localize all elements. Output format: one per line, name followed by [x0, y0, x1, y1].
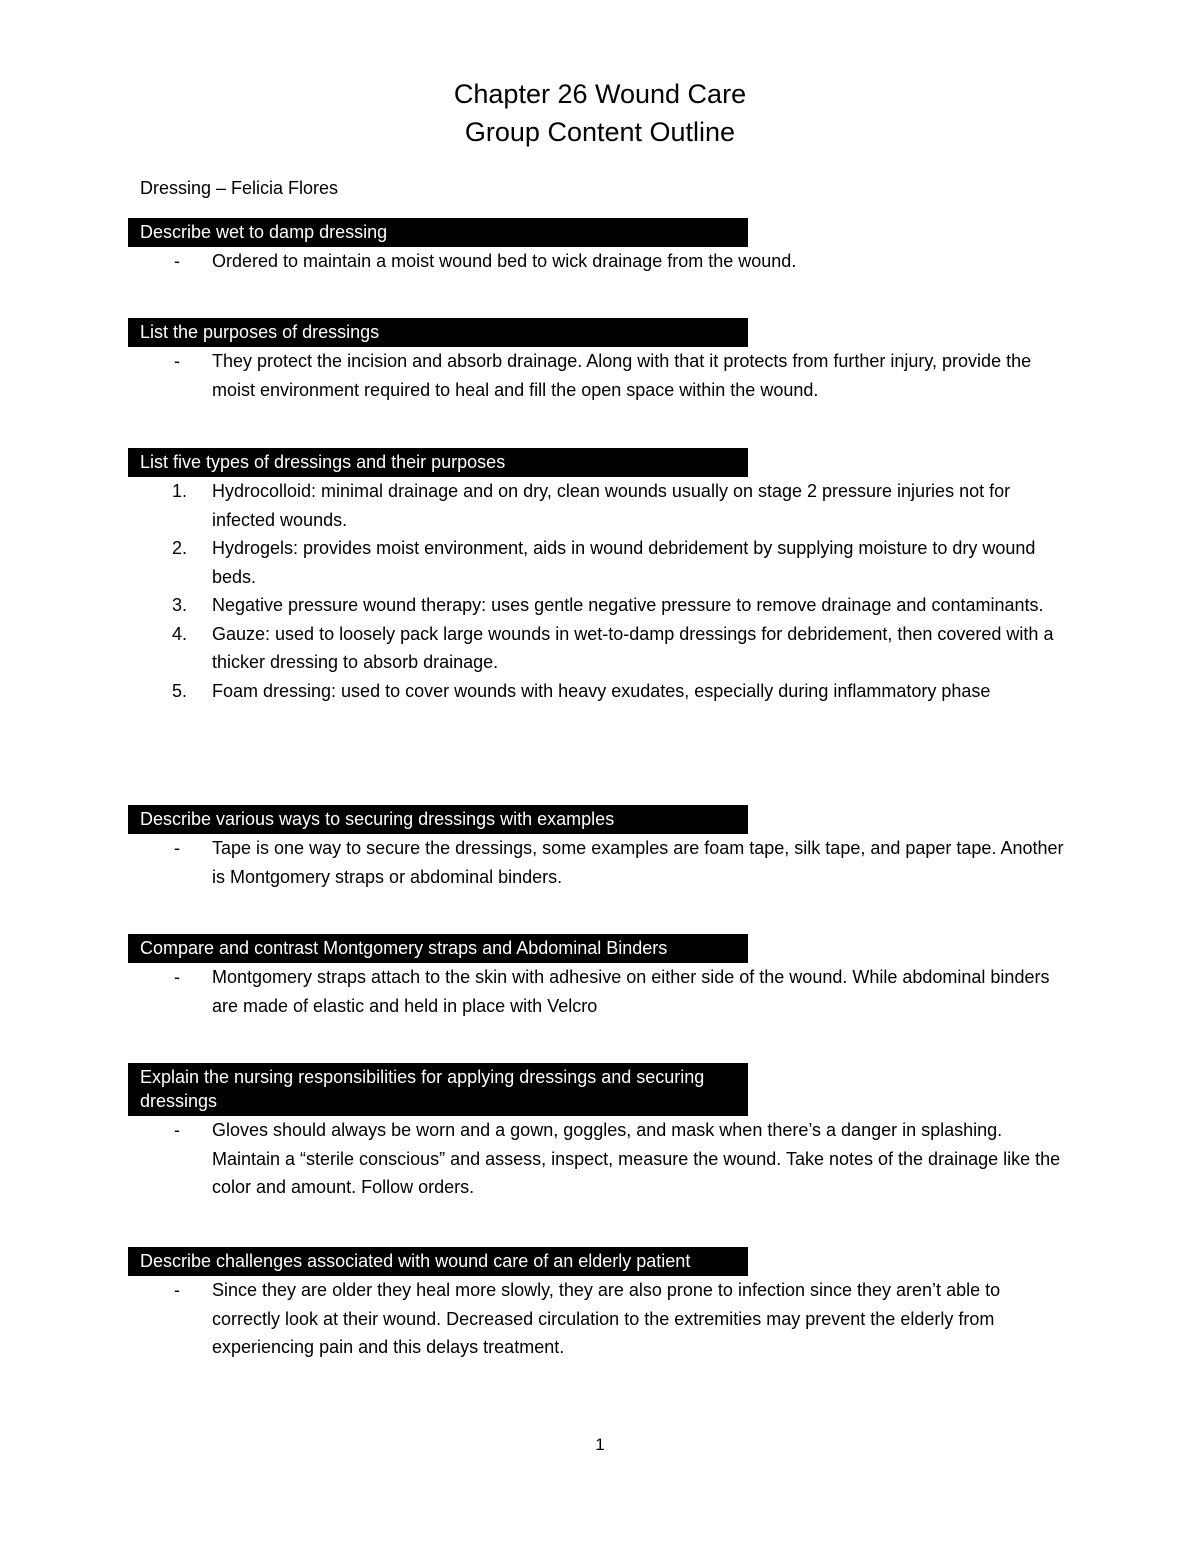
- section-heading: Compare and contrast Montgomery straps and Abdominal Binders: [128, 934, 748, 963]
- list-item-text: Hydrocolloid: minimal drainage and on dry, clean wounds usually on stage 2 pressure injuries not for infected wounds.: [212, 481, 1011, 530]
- list-item-text: Tape is one way to secure the dressings, some examples are foam tape, silk tape, and paper tape. Another is Montgomery straps or abdominal binders.: [212, 838, 1064, 887]
- list-item: [128, 534, 1068, 591]
- list-item-text: Gloves should always be worn and a gown, goggles, and mask when there’s a danger in splashing. Maintain a “sterile conscious” and assess, inspect, measure the wound. Take notes of the drainage like the color and amount. Follow orders.: [212, 1120, 1061, 1197]
- dash-marker: -: [174, 838, 180, 858]
- number-marker: 3.: [172, 595, 188, 615]
- section-heading: Describe challenges associated with wound care of an elderly patient: [128, 1247, 748, 1276]
- section-heading: List the purposes of dressings: [128, 318, 748, 347]
- section-list: [128, 1276, 1068, 1362]
- list-item: [128, 1276, 1068, 1362]
- list-item-text: Since they are older they heal more slowly, they are also prone to infection since they aren’t able to correctly look at their wound. Decreased circulation to the extremities may prevent the elderly from experiencing pain and this delays treatment.: [212, 1280, 1001, 1357]
- dash-marker: -: [174, 251, 180, 271]
- section-nursing-responsibilities: [128, 1063, 1068, 1202]
- section-heading: Explain the nursing responsibilities for applying dressings and securing dressings: [128, 1063, 748, 1116]
- section-heading: Describe various ways to securing dressings with examples: [128, 805, 748, 834]
- list-item-text: They protect the incision and absorb drainage. Along with that it protects from further injury, provide the moist environment required to heal and fill the open space within the wound.: [212, 351, 1032, 400]
- section-elderly-challenges: [128, 1247, 1068, 1362]
- section-list: [128, 834, 1068, 891]
- list-item: [128, 834, 1068, 891]
- number-marker: 1.: [172, 481, 188, 501]
- section-securing: [128, 805, 1068, 891]
- list-item-text: Negative pressure wound therapy: uses gentle negative pressure to remove drainage and contaminants.: [212, 595, 1044, 615]
- document-subtitle: Dressing – Felicia Flores: [140, 178, 339, 198]
- list-item-text: Ordered to maintain a moist wound bed to wick drainage from the wound.: [212, 251, 797, 271]
- list-item: [128, 1116, 1068, 1202]
- list-item-text: Hydrogels: provides moist environment, aids in wound debridement by supplying moisture to dry wound beds.: [212, 538, 1036, 587]
- list-item: [128, 963, 1068, 1020]
- document-title-line1: Chapter 26 Wound Care: [453, 79, 747, 109]
- section-compare: [128, 934, 1068, 1020]
- dash-marker: -: [174, 1280, 180, 1300]
- section-heading: List five types of dressings and their purposes: [128, 448, 748, 477]
- dash-marker: -: [174, 1120, 180, 1140]
- list-item-text: Foam dressing: used to cover wounds with heavy exudates, especially during inflammatory phase: [212, 680, 991, 701]
- dash-marker: -: [174, 351, 180, 371]
- number-marker: 4.: [172, 623, 188, 644]
- section-wet-to-damp: [128, 218, 1068, 276]
- list-item: [128, 620, 1068, 677]
- section-list: [128, 963, 1068, 1020]
- section-purposes: [128, 318, 1068, 404]
- page-number: 1: [595, 1435, 605, 1454]
- section-numbered-list: [128, 477, 1068, 705]
- number-marker: 5.: [172, 680, 188, 701]
- section-five-types: [128, 448, 1068, 705]
- dash-marker: -: [174, 967, 180, 987]
- document-title-line2: Group Content Outline: [464, 117, 736, 147]
- list-item: [128, 247, 1068, 276]
- list-item: [128, 477, 1068, 534]
- list-item: [128, 591, 1068, 620]
- list-item-text: Montgomery straps attach to the skin with adhesive on either side of the wound. While abdominal binders are made of elastic and held in place with Velcro: [212, 967, 1050, 1016]
- list-item: [128, 347, 1068, 404]
- section-list: [128, 1116, 1068, 1202]
- section-heading: Describe wet to damp dressing: [128, 218, 748, 247]
- list-item: [128, 677, 1068, 706]
- number-marker: 2.: [172, 538, 188, 558]
- section-list: [128, 347, 1068, 404]
- section-list: [128, 247, 1068, 276]
- list-item-text: Gauze: used to loosely pack large wounds in wet-to-damp dressings for debridement, then covered with a thicker dressing to absorb drainage.: [212, 623, 1054, 672]
